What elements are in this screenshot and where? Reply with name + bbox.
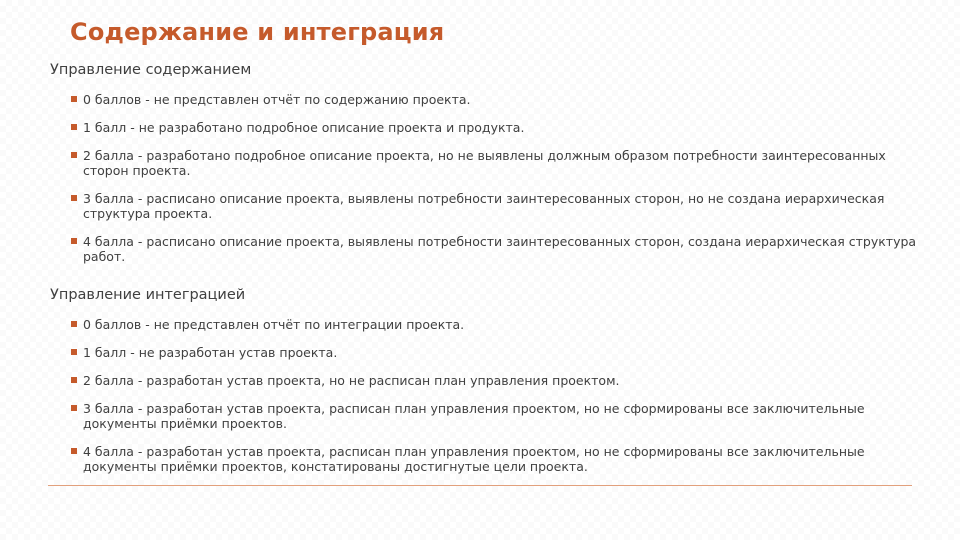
square-bullet-icon (71, 124, 77, 130)
square-bullet-icon (71, 405, 77, 411)
section-content-management (50, 61, 920, 264)
square-bullet-icon (71, 152, 77, 158)
square-bullet-icon (71, 321, 77, 327)
list-item (50, 317, 920, 332)
square-bullet-icon (71, 238, 77, 244)
square-bullet-icon (71, 448, 77, 454)
list-item-text: 2 балла - разработано подробное описание проекта, но не выявлены должным образом потребности заинтересованных сторон проекта. (83, 148, 886, 178)
list-item-text: 4 балла - разработан устав проекта, расписан план управления проектом, но не сформированы все заключительные документы приёмки проектов, констатированы достигнутые цели проекта. (83, 444, 865, 474)
section-heading: Управление интеграцией (50, 287, 246, 303)
list-item (50, 444, 920, 474)
list-item (50, 148, 920, 178)
list-item-text: 0 баллов - не представлен отчёт по интеграции проекта. (83, 317, 465, 332)
bullet-list (50, 92, 920, 264)
list-item-text: 2 балла - разработан устав проекта, но не расписан план управления проектом. (83, 373, 620, 388)
square-bullet-icon (71, 349, 77, 355)
list-item-text: 3 балла - разработан устав проекта, расписан план управления проектом, но не сформированы все заключительные документы приёмки проектов. (83, 401, 865, 431)
list-item-text: 4 балла - расписано описание проекта, выявлены потребности заинтересованных сторон, создана иерархическая структура работ. (83, 234, 917, 264)
list-item (50, 234, 920, 264)
bullet-list (50, 317, 920, 474)
list-item (50, 345, 920, 360)
square-bullet-icon (71, 96, 77, 102)
bottom-divider (48, 485, 912, 486)
square-bullet-icon (71, 195, 77, 201)
list-item-text: 0 баллов - не представлен отчёт по содержанию проекта. (83, 92, 471, 107)
section-heading: Управление содержанием (50, 62, 252, 78)
list-item-text: 1 балл - не разработан устав проекта. (83, 345, 338, 360)
list-item (50, 92, 920, 107)
slide-title: Содержание и интеграция (70, 18, 445, 46)
list-item-text: 1 балл - не разработано подробное описание проекта и продукта. (83, 120, 525, 135)
list-item (50, 191, 920, 221)
square-bullet-icon (71, 377, 77, 383)
section-integration-management (50, 286, 920, 474)
list-item-text: 3 балла - расписано описание проекта, выявлены потребности заинтересованных сторон, но не создана иерархическая структура проекта. (83, 191, 885, 221)
list-item (50, 373, 920, 388)
list-item (50, 401, 920, 431)
list-item (50, 120, 920, 135)
